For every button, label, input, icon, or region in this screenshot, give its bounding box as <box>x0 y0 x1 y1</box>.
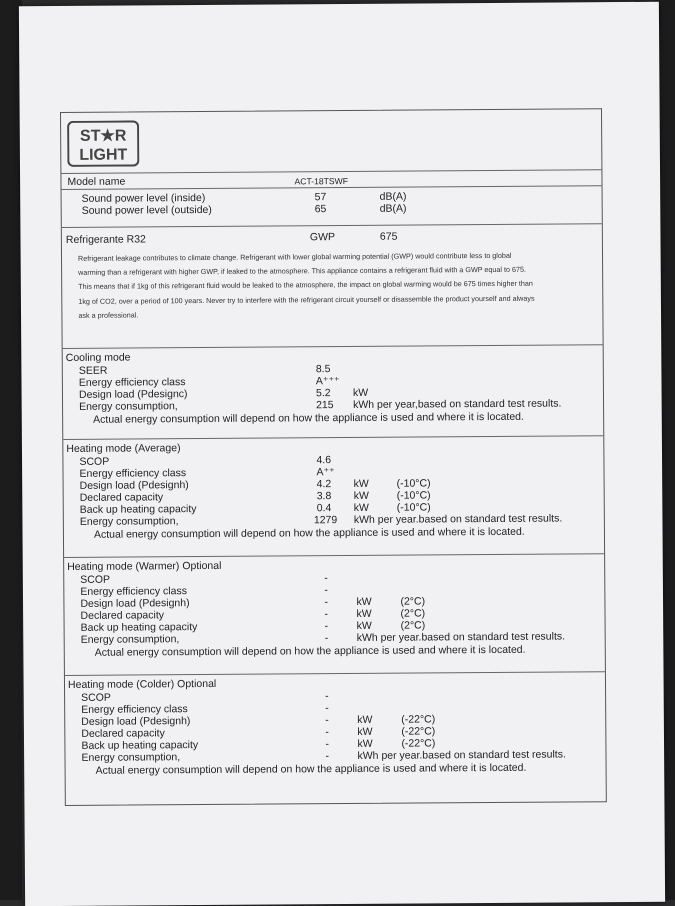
text-sound-1-label: Sound power level (outside) <box>81 203 212 217</box>
text-heating_cold-rows-5-label: Energy consumption, <box>81 751 181 764</box>
cooling-footer: Actual energy consumption will depend on how the appliance is used and where it is located. <box>93 410 524 426</box>
text-heating_warm-rows-2-value: - <box>324 596 328 609</box>
energy-label-table <box>60 108 607 806</box>
text-cooling-rows-3-label: Energy consumption, <box>79 400 178 413</box>
starlight-logo <box>67 120 139 167</box>
text-heating_cold-rows-4-label: Back up heating capacity <box>81 739 199 752</box>
text-heating_warm-rows-4-label: Back up heating capacity <box>80 621 198 634</box>
text-heating_cold-rows-0-value: - <box>325 690 329 703</box>
text-heating_cold-rows-4-unit: kW <box>357 737 373 750</box>
text-heating_avg-rows-1-value: A⁺⁺ <box>316 466 335 479</box>
text-heating_avg-rows-2-note: (-10°C) <box>396 477 431 490</box>
text-cooling-rows-3-value: 215 <box>316 399 334 412</box>
refrigerant-section <box>62 223 603 348</box>
text-heating_warm-rows-5-label: Energy consumption, <box>80 633 180 646</box>
text-heating_warm-rows-2-note: (2°C) <box>400 595 426 608</box>
text-heating_avg-rows-3-unit: kW <box>353 489 369 502</box>
text-heating_cold-rows-4-value: - <box>325 738 329 751</box>
text-cooling-rows-1-value: A⁺⁺⁺ <box>315 375 340 388</box>
text-heating_cold-rows-3-note: (-22°C) <box>401 725 436 738</box>
text-cooling-rows-2-value: 5.2 <box>315 387 331 400</box>
heating-colder-title: Heating mode (Colder) Optional <box>67 677 217 691</box>
heating-colder-section <box>65 671 606 794</box>
refrigerant-label: Refrigerante R32 <box>65 233 146 246</box>
text-heating_avg-rows-3-label: Declared capacity <box>79 491 164 504</box>
text-heating_warm-rows-0-value: - <box>324 572 328 585</box>
text-heating_avg-rows-2-unit: kW <box>353 477 369 490</box>
text-cooling-rows-1-label: Energy efficiency class <box>78 376 186 389</box>
text-heating_avg-rows-5-value: 1279 <box>313 514 338 527</box>
text-heating_cold-rows-3-unit: kW <box>357 725 373 738</box>
heating-average-footer: Actual energy consumption will depend on how the appliance is used and where it is located. <box>93 525 525 541</box>
sound-row-outside <box>62 201 602 217</box>
text-heating_cold-rows-3-label: Declared capacity <box>81 727 165 740</box>
text-heating_warm-rows-3-note: (2°C) <box>400 607 426 620</box>
text-heating_warm-rows-3-unit: kW <box>356 607 372 620</box>
text-heating_cold-rows-2-label: Design load (Pdesignh) <box>81 715 191 728</box>
text-heating_warm-rows-4-note: (2°C) <box>400 619 426 632</box>
text-heating_cold-rows-5-value: - <box>325 750 330 763</box>
text-heating_cold-rows-2-note: (-22°C) <box>401 713 436 726</box>
heating-warmer-footer: Actual energy consumption will depend on how the appliance is used and where it is located. <box>94 643 526 659</box>
text-heating_warm-rows-4-value: - <box>324 620 329 633</box>
text-heating_warm-rows-3-label: Declared capacity <box>80 609 165 622</box>
text-heating_avg-rows-4-unit: kW <box>353 501 369 514</box>
background-left <box>0 0 22 900</box>
text-heating_warm-rows-4-unit: kW <box>356 619 372 632</box>
text-heating_warm-rows-0-label: SCOP <box>80 573 111 586</box>
text-heating_avg-rows-0-label: SCOP <box>79 455 110 468</box>
text-cooling-rows-3-unit: kWh per year,based on standard test results. <box>353 397 562 411</box>
text-heating_avg-rows-0-value: 4.6 <box>316 454 332 467</box>
text-cooling-rows-2-unit: kW <box>352 386 369 399</box>
text-heating_avg-rows-4-label: Back up heating capacity <box>79 503 197 516</box>
cooling-section <box>63 344 604 441</box>
cooling-title: Cooling mode <box>65 351 131 364</box>
gwp-value: 675 <box>379 230 398 243</box>
text-heating_warm-rows-2-unit: kW <box>356 595 372 608</box>
heating-warmer-title: Heating mode (Warmer) Optional <box>67 559 222 573</box>
text-heating_avg-rows-1-label: Energy efficiency class <box>79 467 187 480</box>
text-sound-1-value: 65 <box>314 203 327 216</box>
heating-average-title: Heating mode (Average) <box>66 442 181 455</box>
svg-text:ST★R: ST★R <box>79 127 127 145</box>
text-heating_warm-rows-5-value: - <box>324 632 329 645</box>
refrigerant-paragraph: Refrigerant leakage contributes to climate change. Refrigerant with lower global warming potential (GWP) would contribute less to global warming than a refrigerant with higher GWP, if leaked to the atmosphere. This appliance contains a refrigerant fluid with a GWP equal to 675. This means that if 1kg of this refrigerant fluid would be leaked to the atmosphere, the impact on global warming would be 675 times higher than 1kg of CO2, over a period of 100 years. Never try to interfere with the refrigerant circuit yourself or disassemble the product yourself and always ask a professional. <box>77 250 535 320</box>
text-cooling-rows-0-value: 8.5 <box>315 363 331 376</box>
gwp-label: GWP <box>309 231 336 244</box>
text-heating_avg-rows-3-note: (-10°C) <box>396 489 431 502</box>
svg-text:LIGHT: LIGHT <box>79 146 128 164</box>
text-heating_avg-rows-3-value: 3.8 <box>316 490 332 503</box>
text-heating_avg-rows-2-value: 4.2 <box>316 478 332 491</box>
text-heating_avg-rows-4-note: (-10°C) <box>396 501 431 514</box>
text-heating_warm-rows-3-value: - <box>324 608 329 621</box>
model-label: Model name <box>67 175 126 188</box>
text-sound-0-label: Sound power level (inside) <box>81 191 206 205</box>
text-sound-0-unit: dB(A) <box>379 190 407 203</box>
text-heating_warm-rows-1-label: Energy efficiency class <box>80 585 187 598</box>
text-heating_cold-rows-1-label: Energy efficiency class <box>81 703 188 716</box>
text-heating_cold-rows-2-value: - <box>325 714 329 727</box>
text-heating_warm-rows-1-value: - <box>324 584 328 597</box>
text-cooling-rows-2-label: Design load (Pdesignc) <box>78 388 188 401</box>
text-heating_cold-rows-4-note: (-22°C) <box>401 737 436 750</box>
text-heating_cold-rows-2-unit: kW <box>357 713 373 726</box>
heating-average-section <box>63 435 604 558</box>
model-value: ACT-18TSWF <box>294 175 349 187</box>
text-heating_warm-rows-2-label: Design load (Pdesignh) <box>80 597 190 610</box>
text-heating_avg-rows-5-label: Energy consumption, <box>79 515 179 528</box>
text-heating_avg-rows-5-unit: kWh per year.based on standard test results. <box>353 512 563 526</box>
text-sound-1-unit: dB(A) <box>379 202 407 215</box>
heating-warmer-section <box>64 553 605 676</box>
text-sound-0-value: 57 <box>314 191 327 204</box>
text-heating_cold-rows-0-label: SCOP <box>81 691 111 704</box>
text-cooling-rows-0-label: SEER <box>78 364 108 377</box>
text-heating_warm-rows-5-unit: kWh per year.based on standard test results. <box>356 630 566 644</box>
text-heating_cold-rows-5-unit: kWh per year.based on standard test results. <box>357 748 566 762</box>
heating-colder-footer: Actual energy consumption will depend on how the appliance is used and where it is located. <box>95 761 527 777</box>
text-heating_avg-rows-4-value: 0.4 <box>316 502 332 515</box>
text-heating_avg-rows-2-label: Design load (Pdesignh) <box>79 479 189 492</box>
text-heating_cold-rows-1-value: - <box>325 702 329 715</box>
text-heating_cold-rows-3-value: - <box>325 726 329 739</box>
